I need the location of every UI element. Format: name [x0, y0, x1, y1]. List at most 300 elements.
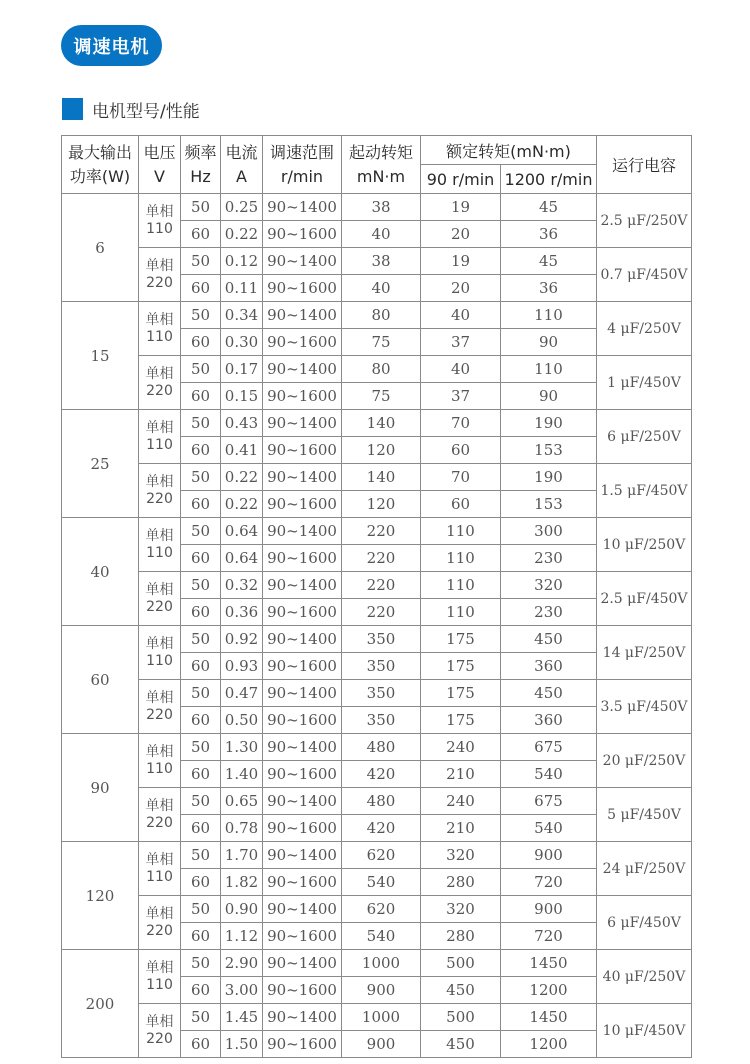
speed-range-cell: 90~1400: [263, 788, 342, 815]
rated-torque-90-cell: 60: [421, 437, 501, 464]
frequency-cell: 60: [181, 923, 221, 950]
table-row: [62, 302, 692, 329]
current-cell: 1.30: [221, 734, 263, 761]
current-cell: 0.64: [221, 518, 263, 545]
frequency-cell: 60: [181, 653, 221, 680]
voltage-phase-label: 单相: [145, 635, 174, 652]
speed-range-cell: 90~1600: [263, 491, 342, 518]
header-speed-range: [263, 136, 342, 194]
spec-table: [61, 135, 692, 1058]
speed-range-cell: 90~1600: [263, 275, 342, 302]
rated-torque-90-cell: 280: [421, 923, 501, 950]
header-rated-torque: 额定转矩(mN·m): [421, 136, 597, 165]
rated-torque-1200-cell: 90: [501, 329, 597, 356]
speed-range-cell: 90~1400: [263, 410, 342, 437]
power-cell: 25: [62, 410, 139, 518]
table-row: [62, 410, 692, 437]
start-torque-cell: 540: [342, 923, 421, 950]
start-torque-cell: 620: [342, 842, 421, 869]
table-row: [62, 1004, 692, 1031]
speed-range-cell: 90~1400: [263, 356, 342, 383]
rated-torque-1200-cell: 675: [501, 788, 597, 815]
frequency-cell: 50: [181, 788, 221, 815]
speed-range-cell: 90~1400: [263, 248, 342, 275]
voltage-value-label: 220: [146, 490, 173, 507]
speed-range-cell: 90~1600: [263, 869, 342, 896]
voltage-cell: [139, 356, 181, 410]
speed-range-cell: 90~1400: [263, 464, 342, 491]
voltage-phase-label: 单相: [145, 311, 174, 328]
start-torque-cell: 350: [342, 653, 421, 680]
table-row: [62, 356, 692, 383]
rated-torque-1200-cell: 540: [501, 761, 597, 788]
speed-range-cell: 90~1400: [263, 734, 342, 761]
current-cell: 1.45: [221, 1004, 263, 1031]
capacitor-cell: 10 μF/250V: [597, 518, 692, 572]
speed-range-cell: 90~1600: [263, 1031, 342, 1058]
capacitor-cell: 3.5 μF/450V: [597, 680, 692, 734]
start-torque-cell: 420: [342, 815, 421, 842]
voltage-cell: [139, 572, 181, 626]
voltage-cell: [139, 896, 181, 950]
table-row: [62, 518, 692, 545]
voltage-cell: [139, 410, 181, 464]
current-cell: 0.65: [221, 788, 263, 815]
table-row: [62, 248, 692, 275]
rated-torque-1200-cell: 360: [501, 653, 597, 680]
section-title-pill: 调速电机: [61, 25, 162, 66]
header-voltage-line2: V: [154, 166, 165, 186]
current-cell: 1.82: [221, 869, 263, 896]
rated-torque-1200-cell: 36: [501, 275, 597, 302]
header-start-torque-line2: mN·m: [356, 166, 406, 186]
power-cell: 90: [62, 734, 139, 842]
start-torque-cell: 900: [342, 977, 421, 1004]
rated-torque-90-cell: 70: [421, 464, 501, 491]
current-cell: 0.17: [221, 356, 263, 383]
frequency-cell: 60: [181, 815, 221, 842]
table-row: [62, 680, 692, 707]
voltage-cell: [139, 950, 181, 1004]
start-torque-cell: 80: [342, 356, 421, 383]
start-torque-cell: 40: [342, 221, 421, 248]
table-row: [62, 950, 692, 977]
current-cell: 0.22: [221, 221, 263, 248]
header-power-line1: 最大输出: [67, 142, 132, 162]
rated-torque-1200-cell: 360: [501, 707, 597, 734]
frequency-cell: 50: [181, 302, 221, 329]
frequency-cell: 50: [181, 194, 221, 221]
current-cell: 0.22: [221, 464, 263, 491]
rated-torque-90-cell: 19: [421, 194, 501, 221]
rated-torque-1200-cell: 1450: [501, 1004, 597, 1031]
rated-torque-90-cell: 175: [421, 653, 501, 680]
capacitor-cell: 10 μF/450V: [597, 1004, 692, 1058]
rated-torque-1200-cell: 540: [501, 815, 597, 842]
capacitor-cell: 24 μF/250V: [597, 842, 692, 896]
rated-torque-1200-cell: 110: [501, 356, 597, 383]
subsection-header: [62, 96, 200, 122]
speed-range-cell: 90~1600: [263, 815, 342, 842]
current-cell: 3.00: [221, 977, 263, 1004]
capacitor-cell: 1 μF/450V: [597, 356, 692, 410]
voltage-value-label: 220: [146, 382, 173, 399]
rated-torque-1200-cell: 1450: [501, 950, 597, 977]
rated-torque-1200-cell: 90: [501, 383, 597, 410]
frequency-cell: 60: [181, 383, 221, 410]
frequency-cell: 50: [181, 626, 221, 653]
speed-range-cell: 90~1400: [263, 896, 342, 923]
current-cell: 1.12: [221, 923, 263, 950]
current-cell: 0.25: [221, 194, 263, 221]
frequency-cell: 60: [181, 275, 221, 302]
rated-torque-1200-cell: 320: [501, 572, 597, 599]
frequency-cell: 50: [181, 1004, 221, 1031]
voltage-phase-label: 单相: [145, 419, 174, 436]
speed-range-cell: 90~1600: [263, 653, 342, 680]
table-row: [62, 896, 692, 923]
rated-torque-90-cell: 450: [421, 977, 501, 1004]
start-torque-cell: 620: [342, 896, 421, 923]
rated-torque-90-cell: 175: [421, 626, 501, 653]
speed-range-cell: 90~1400: [263, 950, 342, 977]
power-cell: 40: [62, 518, 139, 626]
rated-torque-1200-cell: 720: [501, 869, 597, 896]
voltage-value-label: 110: [146, 868, 173, 885]
start-torque-cell: 80: [342, 302, 421, 329]
voltage-phase-label: 单相: [145, 959, 174, 976]
power-cell: 15: [62, 302, 139, 410]
voltage-phase-label: 单相: [145, 581, 174, 598]
rated-torque-1200-cell: 45: [501, 248, 597, 275]
frequency-cell: 50: [181, 680, 221, 707]
rated-torque-1200-cell: 1200: [501, 977, 597, 1004]
speed-range-cell: 90~1600: [263, 437, 342, 464]
voltage-cell: [139, 194, 181, 248]
start-torque-cell: 75: [342, 329, 421, 356]
voltage-value-label: 220: [146, 598, 173, 615]
header-speed-range-line1: 调速范围: [269, 142, 334, 162]
header-voltage-line1: 电压: [143, 142, 176, 162]
current-cell: 0.12: [221, 248, 263, 275]
capacitor-cell: 2.5 μF/250V: [597, 194, 692, 248]
rated-torque-90-cell: 280: [421, 869, 501, 896]
start-torque-cell: 220: [342, 518, 421, 545]
voltage-phase-label: 单相: [145, 527, 174, 544]
rated-torque-90-cell: 240: [421, 734, 501, 761]
voltage-phase-label: 单相: [145, 689, 174, 706]
voltage-cell: [139, 1004, 181, 1058]
start-torque-cell: 540: [342, 869, 421, 896]
rated-torque-1200-cell: 300: [501, 518, 597, 545]
current-cell: 0.30: [221, 329, 263, 356]
voltage-phase-label: 单相: [145, 797, 174, 814]
table-row: [62, 194, 692, 221]
header-voltage: [139, 136, 181, 194]
start-torque-cell: 140: [342, 464, 421, 491]
rated-torque-90-cell: 110: [421, 545, 501, 572]
current-cell: 1.40: [221, 761, 263, 788]
start-torque-cell: 38: [342, 248, 421, 275]
current-cell: 0.11: [221, 275, 263, 302]
speed-range-cell: 90~1600: [263, 761, 342, 788]
power-cell: 60: [62, 626, 139, 734]
frequency-cell: 60: [181, 869, 221, 896]
voltage-phase-label: 单相: [145, 1013, 174, 1030]
speed-range-cell: 90~1400: [263, 842, 342, 869]
current-cell: 0.93: [221, 653, 263, 680]
frequency-cell: 60: [181, 707, 221, 734]
rated-torque-1200-cell: 190: [501, 410, 597, 437]
rated-torque-1200-cell: 110: [501, 302, 597, 329]
voltage-cell: [139, 680, 181, 734]
capacitor-cell: 14 μF/250V: [597, 626, 692, 680]
voltage-cell: [139, 302, 181, 356]
frequency-cell: 50: [181, 572, 221, 599]
frequency-cell: 60: [181, 1031, 221, 1058]
rated-torque-1200-cell: 450: [501, 626, 597, 653]
current-cell: 0.64: [221, 545, 263, 572]
capacitor-cell: 0.7 μF/450V: [597, 248, 692, 302]
speed-range-cell: 90~1400: [263, 1004, 342, 1031]
frequency-cell: 50: [181, 950, 221, 977]
frequency-cell: 50: [181, 518, 221, 545]
rated-torque-90-cell: 320: [421, 896, 501, 923]
voltage-value-label: 220: [146, 1030, 173, 1047]
speed-range-cell: 90~1600: [263, 545, 342, 572]
header-current: [221, 136, 263, 194]
speed-range-cell: 90~1400: [263, 572, 342, 599]
rated-torque-1200-cell: 45: [501, 194, 597, 221]
speed-range-cell: 90~1600: [263, 599, 342, 626]
speed-range-cell: 90~1400: [263, 626, 342, 653]
table-row: [62, 842, 692, 869]
table-row: [62, 734, 692, 761]
start-torque-cell: 480: [342, 734, 421, 761]
frequency-cell: 50: [181, 410, 221, 437]
rated-torque-90-cell: 110: [421, 572, 501, 599]
rated-torque-90-cell: 19: [421, 248, 501, 275]
header-frequency: [181, 136, 221, 194]
rated-torque-1200-cell: 153: [501, 437, 597, 464]
rated-torque-90-cell: 210: [421, 815, 501, 842]
start-torque-cell: 350: [342, 626, 421, 653]
voltage-value-label: 110: [146, 652, 173, 669]
current-cell: 2.90: [221, 950, 263, 977]
rated-torque-90-cell: 37: [421, 383, 501, 410]
rated-torque-1200-cell: 230: [501, 599, 597, 626]
voltage-value-label: 220: [146, 922, 173, 939]
voltage-value-label: 110: [146, 544, 173, 561]
header-rated-1200: 1200 r/min: [501, 165, 597, 194]
current-cell: 0.50: [221, 707, 263, 734]
rated-torque-90-cell: 210: [421, 761, 501, 788]
current-cell: 0.22: [221, 491, 263, 518]
table-row: [62, 626, 692, 653]
frequency-cell: 50: [181, 734, 221, 761]
rated-torque-90-cell: 20: [421, 275, 501, 302]
frequency-cell: 50: [181, 896, 221, 923]
voltage-phase-label: 单相: [145, 851, 174, 868]
start-torque-cell: 350: [342, 707, 421, 734]
voltage-value-label: 110: [146, 220, 173, 237]
start-torque-cell: 40: [342, 275, 421, 302]
rated-torque-1200-cell: 450: [501, 680, 597, 707]
voltage-phase-label: 单相: [145, 203, 174, 220]
current-cell: 0.32: [221, 572, 263, 599]
frequency-cell: 50: [181, 356, 221, 383]
voltage-value-label: 220: [146, 814, 173, 831]
capacitor-cell: 2.5 μF/450V: [597, 572, 692, 626]
voltage-value-label: 110: [146, 976, 173, 993]
speed-range-cell: 90~1600: [263, 329, 342, 356]
header-capacitor: 运行电容: [597, 136, 692, 194]
current-cell: 1.50: [221, 1031, 263, 1058]
voltage-phase-label: 单相: [145, 365, 174, 382]
rated-torque-90-cell: 110: [421, 518, 501, 545]
header-frequency-line2: Hz: [190, 166, 211, 186]
speed-range-cell: 90~1400: [263, 302, 342, 329]
voltage-cell: [139, 626, 181, 680]
voltage-value-label: 220: [146, 706, 173, 723]
subsection-title: 电机型号/性能: [92, 101, 200, 122]
start-torque-cell: 220: [342, 599, 421, 626]
start-torque-cell: 75: [342, 383, 421, 410]
current-cell: 0.90: [221, 896, 263, 923]
speed-range-cell: 90~1600: [263, 923, 342, 950]
rated-torque-1200-cell: 900: [501, 842, 597, 869]
capacitor-cell: 4 μF/250V: [597, 302, 692, 356]
speed-range-cell: 90~1400: [263, 518, 342, 545]
table-row: [62, 788, 692, 815]
capacitor-cell: 6 μF/450V: [597, 896, 692, 950]
spec-table-body: [62, 194, 692, 1058]
frequency-cell: 60: [181, 599, 221, 626]
table-row: [62, 464, 692, 491]
rated-torque-90-cell: 40: [421, 356, 501, 383]
square-marker-icon: [62, 98, 83, 120]
power-cell: 200: [62, 950, 139, 1058]
header-rated-90: 90 r/min: [421, 165, 501, 194]
current-cell: 0.15: [221, 383, 263, 410]
power-cell: 120: [62, 842, 139, 950]
speed-range-cell: 90~1400: [263, 194, 342, 221]
frequency-cell: 50: [181, 464, 221, 491]
rated-torque-90-cell: 500: [421, 950, 501, 977]
rated-torque-90-cell: 110: [421, 599, 501, 626]
start-torque-cell: 120: [342, 437, 421, 464]
rated-torque-1200-cell: 36: [501, 221, 597, 248]
header-speed-range-line2: r/min: [280, 166, 324, 186]
voltage-value-label: 110: [146, 328, 173, 345]
rated-torque-1200-cell: 900: [501, 896, 597, 923]
current-cell: 0.34: [221, 302, 263, 329]
start-torque-cell: 220: [342, 572, 421, 599]
voltage-phase-label: 单相: [145, 473, 174, 490]
start-torque-cell: 350: [342, 680, 421, 707]
current-cell: 0.47: [221, 680, 263, 707]
current-cell: 0.41: [221, 437, 263, 464]
frequency-cell: 50: [181, 842, 221, 869]
start-torque-cell: 1000: [342, 950, 421, 977]
frequency-cell: 60: [181, 437, 221, 464]
voltage-cell: [139, 734, 181, 788]
start-torque-cell: 38: [342, 194, 421, 221]
start-torque-cell: 480: [342, 788, 421, 815]
voltage-cell: [139, 788, 181, 842]
speed-range-cell: 90~1600: [263, 977, 342, 1004]
rated-torque-90-cell: 20: [421, 221, 501, 248]
start-torque-cell: 220: [342, 545, 421, 572]
current-cell: 0.36: [221, 599, 263, 626]
capacitor-cell: 6 μF/250V: [597, 410, 692, 464]
frequency-cell: 60: [181, 761, 221, 788]
rated-torque-1200-cell: 1200: [501, 1031, 597, 1058]
speed-range-cell: 90~1400: [263, 680, 342, 707]
rated-torque-1200-cell: 190: [501, 464, 597, 491]
rated-torque-90-cell: 175: [421, 680, 501, 707]
rated-torque-90-cell: 70: [421, 410, 501, 437]
current-cell: 0.78: [221, 815, 263, 842]
header-frequency-line1: 频率: [184, 142, 217, 162]
voltage-cell: [139, 842, 181, 896]
rated-torque-90-cell: 60: [421, 491, 501, 518]
frequency-cell: 60: [181, 491, 221, 518]
start-torque-cell: 140: [342, 410, 421, 437]
header-power-line2: 功率(W): [69, 166, 131, 186]
voltage-value-label: 220: [146, 274, 173, 291]
voltage-cell: [139, 518, 181, 572]
voltage-phase-label: 单相: [145, 743, 174, 760]
header-power: [62, 136, 139, 194]
rated-torque-90-cell: 240: [421, 788, 501, 815]
start-torque-cell: 420: [342, 761, 421, 788]
header-start-torque: [342, 136, 421, 194]
start-torque-cell: 900: [342, 1031, 421, 1058]
rated-torque-1200-cell: 720: [501, 923, 597, 950]
rated-torque-1200-cell: 675: [501, 734, 597, 761]
voltage-phase-label: 单相: [145, 905, 174, 922]
capacitor-cell: 5 μF/450V: [597, 788, 692, 842]
voltage-value-label: 110: [146, 436, 173, 453]
power-cell: 6: [62, 194, 139, 302]
header-start-torque-line1: 起动转矩: [348, 142, 413, 162]
current-cell: 0.43: [221, 410, 263, 437]
voltage-cell: [139, 464, 181, 518]
voltage-value-label: 110: [146, 760, 173, 777]
speed-range-cell: 90~1600: [263, 221, 342, 248]
rated-torque-1200-cell: 153: [501, 491, 597, 518]
rated-torque-90-cell: 450: [421, 1031, 501, 1058]
capacitor-cell: 20 μF/250V: [597, 734, 692, 788]
frequency-cell: 60: [181, 329, 221, 356]
start-torque-cell: 1000: [342, 1004, 421, 1031]
rated-torque-90-cell: 175: [421, 707, 501, 734]
current-cell: 1.70: [221, 842, 263, 869]
rated-torque-1200-cell: 230: [501, 545, 597, 572]
rated-torque-90-cell: 37: [421, 329, 501, 356]
start-torque-cell: 120: [342, 491, 421, 518]
capacitor-cell: 1.5 μF/450V: [597, 464, 692, 518]
capacitor-cell: 40 μF/250V: [597, 950, 692, 1004]
speed-range-cell: 90~1600: [263, 383, 342, 410]
rated-torque-90-cell: 40: [421, 302, 501, 329]
header-current-line1: 电流: [225, 142, 258, 162]
frequency-cell: 50: [181, 248, 221, 275]
frequency-cell: 60: [181, 221, 221, 248]
frequency-cell: 60: [181, 977, 221, 1004]
speed-range-cell: 90~1600: [263, 707, 342, 734]
